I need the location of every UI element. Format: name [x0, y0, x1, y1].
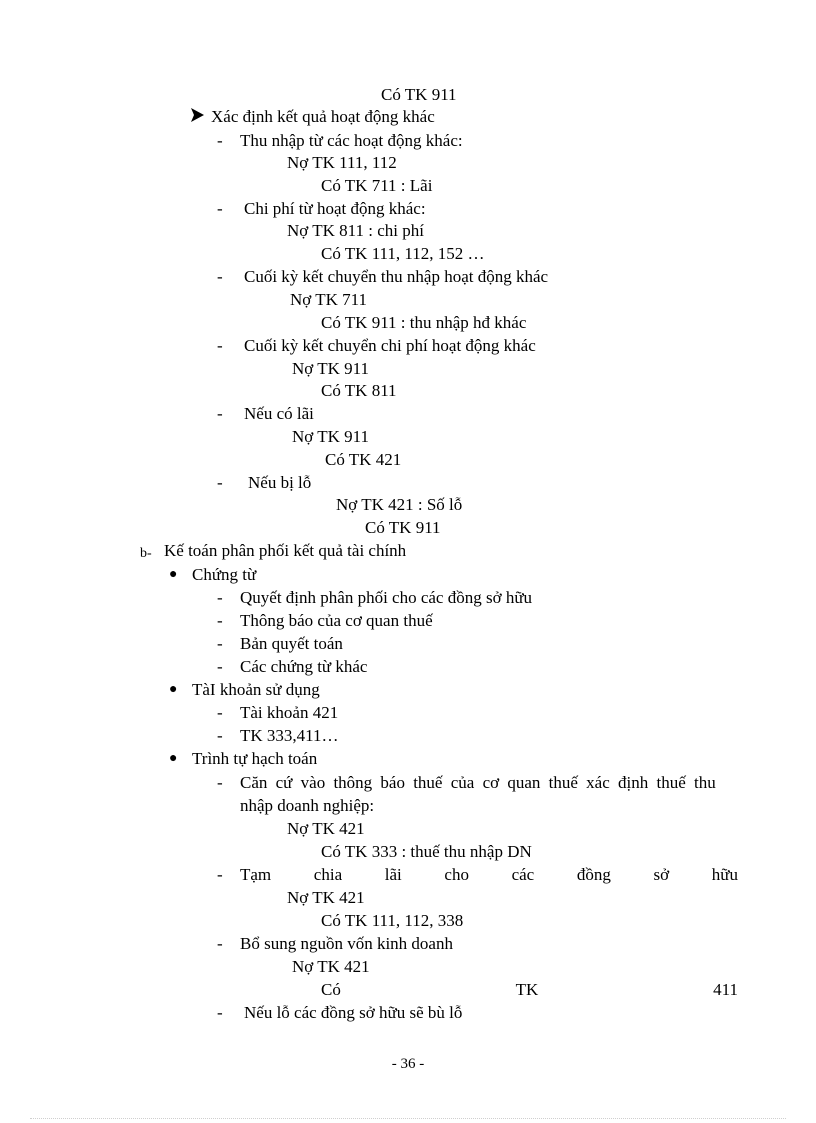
word: đồng	[576, 865, 611, 884]
bullet-marker: ●	[169, 567, 178, 582]
debit-entry: Nợ TK 811 : chi phí	[287, 221, 424, 240]
word: 411	[713, 980, 738, 999]
dash-marker: -	[217, 473, 223, 492]
credit-entry: Có TK 811	[321, 381, 397, 400]
text-line-justified	[240, 772, 738, 794]
list-item: Tài khoản 421	[240, 703, 339, 722]
subsection-heading: TàI khoản sử dụng	[192, 680, 320, 699]
text-line: Có TK 911	[381, 85, 457, 104]
dash-marker: -	[217, 267, 223, 286]
word: lãi	[384, 865, 402, 884]
text-line: Nếu có lãi	[244, 404, 314, 423]
dash-marker: -	[217, 865, 223, 884]
word: hữu	[711, 865, 738, 884]
text-line: Thu nhập từ các hoạt động khác:	[240, 131, 463, 150]
word: cho	[444, 865, 469, 884]
list-item: Thông báo của cơ quan thuế	[240, 611, 433, 630]
dash-marker: -	[217, 1003, 223, 1022]
page-number: - 36 -	[391, 1056, 425, 1072]
debit-entry: Nợ TK 421	[292, 957, 370, 976]
dash-marker: -	[217, 611, 223, 630]
debit-entry: Nợ TK 421	[287, 888, 365, 907]
subsection-heading: Chứng từ	[192, 565, 257, 584]
bullet-marker: ●	[169, 682, 178, 697]
debit-entry: Nợ TK 911	[292, 359, 369, 378]
list-item: Các chứng từ khác	[240, 657, 368, 676]
credit-entry: Có TK 111, 112, 338	[321, 911, 464, 930]
debit-entry: Nợ TK 911	[292, 427, 369, 446]
dash-marker: -	[217, 773, 223, 792]
dash-marker: -	[217, 934, 223, 953]
credit-entry: Có TK 911	[365, 518, 441, 537]
credit-entry: Có TK 111, 112, 152 …	[321, 244, 485, 263]
word: TK	[515, 980, 539, 999]
dash-marker: -	[217, 404, 223, 423]
bullet-marker: ●	[169, 751, 178, 766]
text-line: Chi phí từ hoạt động khác:	[244, 199, 426, 218]
dash-marker: -	[217, 131, 223, 150]
text-line: Bổ sung nguồn vốn kinh doanh	[240, 934, 453, 953]
dash-marker: -	[217, 726, 223, 745]
debit-entry: Nợ TK 711	[290, 290, 367, 309]
word: các	[511, 865, 535, 884]
section-heading: Kế toán phân phối kết quả tài chính	[164, 541, 407, 560]
credit-entry: Có TK 711 : Lãi	[321, 176, 433, 195]
section-marker: b-	[140, 546, 152, 561]
word: Có	[321, 980, 341, 999]
text-line: Nếu lỗ các đồng sở hữu sẽ bù lỗ	[244, 1003, 463, 1022]
dash-marker: -	[217, 703, 223, 722]
debit-entry: Nợ TK 421 : Số lỗ	[336, 495, 463, 514]
arrow-bullet-icon	[188, 104, 206, 126]
debit-entry: Nợ TK 421	[287, 819, 365, 838]
dash-marker: -	[217, 588, 223, 607]
text-line: Cuối kỳ kết chuyển chi phí hoạt động khác	[244, 336, 536, 355]
dash-marker: -	[217, 336, 223, 355]
credit-entry: Có TK 911 : thu nhập hđ khác	[321, 313, 527, 332]
text-line: nhập doanh nghiệp:	[240, 796, 375, 815]
word: chia	[313, 865, 343, 884]
text-line: Nếu bị lỗ	[248, 473, 312, 492]
section-heading: Xác định kết quả hoạt động khác	[211, 107, 435, 126]
text-line: Căn cứ vào thông báo thuế của cơ quan thuế xác định thuế thu	[240, 773, 716, 792]
word: Tạm	[240, 865, 272, 884]
credit-entry: Có TK 333 : thuế thu nhập DN	[321, 842, 532, 861]
dash-marker: -	[217, 634, 223, 653]
dash-marker: -	[217, 199, 223, 218]
list-item: Bản quyết toán	[240, 634, 343, 653]
word: sở	[653, 865, 670, 884]
subsection-heading: Trình tự hạch toán	[192, 749, 318, 768]
footer-divider	[30, 1118, 786, 1119]
credit-entry-justified	[321, 979, 738, 1001]
text-line: Cuối kỳ kết chuyển thu nhập hoạt động khác	[244, 267, 549, 286]
list-item: Quyết định phân phối cho các đồng sở hữu	[240, 588, 533, 607]
debit-entry: Nợ TK 111, 112	[287, 153, 397, 172]
text-line-justified	[240, 864, 738, 886]
dash-marker: -	[217, 657, 223, 676]
credit-entry: Có TK 421	[325, 450, 402, 469]
list-item: TK 333,411…	[240, 726, 339, 745]
